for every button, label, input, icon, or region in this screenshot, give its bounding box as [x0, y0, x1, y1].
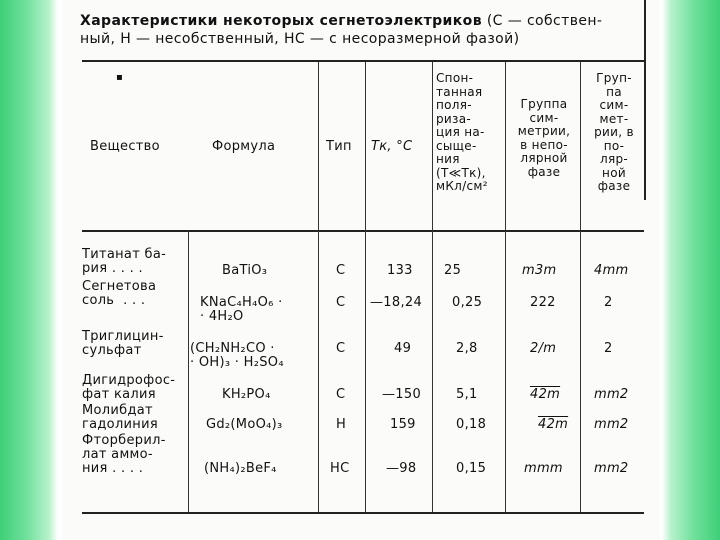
table-top-rule	[82, 60, 644, 62]
row1-type: С	[336, 263, 346, 278]
row1-ps: 25	[444, 263, 462, 278]
row4-type: С	[336, 387, 346, 402]
col-divider-5	[505, 62, 506, 512]
row3-group-nonpolar: 2/m	[530, 341, 557, 356]
row4-tc: —150	[382, 387, 422, 402]
row6-ps: 0,15	[456, 461, 487, 476]
row2-substance: Сегнетова соль . . .	[82, 279, 157, 308]
row2-group-nonpolar: 222	[530, 295, 556, 310]
row6-group-polar: mm2	[594, 461, 629, 476]
col-divider-6	[580, 62, 581, 512]
row5-group-nonpolar: 42m	[538, 417, 569, 432]
caption-line1-rest: (С — собствен-	[486, 13, 603, 29]
row5-type: Н	[336, 417, 347, 432]
row4-formula: KH₂PO₄	[222, 387, 271, 402]
row1-group-polar: 4mm	[594, 263, 629, 278]
header-type: Тип	[326, 139, 352, 154]
row3-tc: 49	[394, 341, 412, 356]
row3-group-polar: 2	[604, 341, 613, 356]
row4-substance: Дигидрофос- фат калия	[82, 373, 176, 402]
row4-group-polar: mm2	[594, 387, 629, 402]
row6-formula: (NH₄)₂BeF₄	[204, 461, 277, 476]
stray-mark: ▪	[116, 72, 123, 83]
row3-substance: Триглицин- сульфат	[82, 329, 164, 358]
header-group-polar-phase: Груп- па сим- мет- рии, в по- ляр- ной фазе	[594, 71, 634, 193]
row2-tc: —18,24	[370, 295, 423, 310]
row4-group-nonpolar: 42m	[530, 387, 561, 402]
row1-group-nonpolar: m3m	[522, 263, 557, 278]
row3-formula: (CH₂NH₂CO · · OH)₃ · H₂SO₄	[190, 341, 284, 370]
header-group-nonpolar-phase: Группа сим- метрии, в непо- лярной фазе	[517, 97, 571, 179]
caption-line2: ный, Н — несобственный, НС — с несоразмерной фазой)	[80, 31, 520, 47]
col-divider-2	[318, 62, 319, 512]
row5-group-polar: mm2	[594, 417, 629, 432]
caption-title: Характеристики некоторых сегнетоэлектриков	[80, 13, 482, 29]
row2-group-polar: 2	[604, 295, 613, 310]
header-polarization: Спон- танная поля- риза- ция на- сыще- ния (T≪Tк), мКл/см²	[436, 71, 488, 193]
row3-type: С	[336, 341, 346, 356]
header-tc: Tк, °С	[371, 139, 413, 154]
row6-tc: —98	[386, 461, 417, 476]
row2-formula: KNaC₄H₄O₆ · · 4H₂O	[200, 295, 283, 324]
row5-tc: 159	[390, 417, 416, 432]
header-bottom-rule	[82, 230, 644, 232]
row1-formula: BaTiO₃	[222, 263, 268, 278]
row2-ps: 0,25	[452, 295, 483, 310]
row2-type: С	[336, 295, 346, 310]
right-green-bar	[662, 0, 720, 540]
row5-ps: 0,18	[456, 417, 487, 432]
row1-substance: Титанат ба- рия . . . .	[82, 247, 167, 276]
page-right-border	[644, 0, 646, 200]
row4-ps: 5,1	[456, 387, 478, 402]
header-substance: Вещество	[90, 139, 160, 154]
row3-ps: 2,8	[456, 341, 478, 356]
col-divider-1	[188, 230, 189, 512]
row5-substance: Молибдат гадолиния	[82, 403, 158, 432]
row1-tc: 133	[387, 263, 413, 278]
row6-group-nonpolar: mmm	[524, 461, 563, 476]
col-divider-4	[432, 62, 433, 512]
left-green-bar	[0, 0, 58, 540]
table-caption	[80, 12, 640, 48]
row5-formula: Gd₂(MoO₄)₃	[206, 417, 283, 432]
col-divider-3	[365, 62, 366, 512]
row6-type: НС	[330, 461, 350, 476]
table-bottom-rule	[82, 512, 644, 514]
header-formula: Формула	[212, 139, 276, 154]
row6-substance: Фторберил- лат аммо- ния . . . .	[82, 433, 166, 476]
